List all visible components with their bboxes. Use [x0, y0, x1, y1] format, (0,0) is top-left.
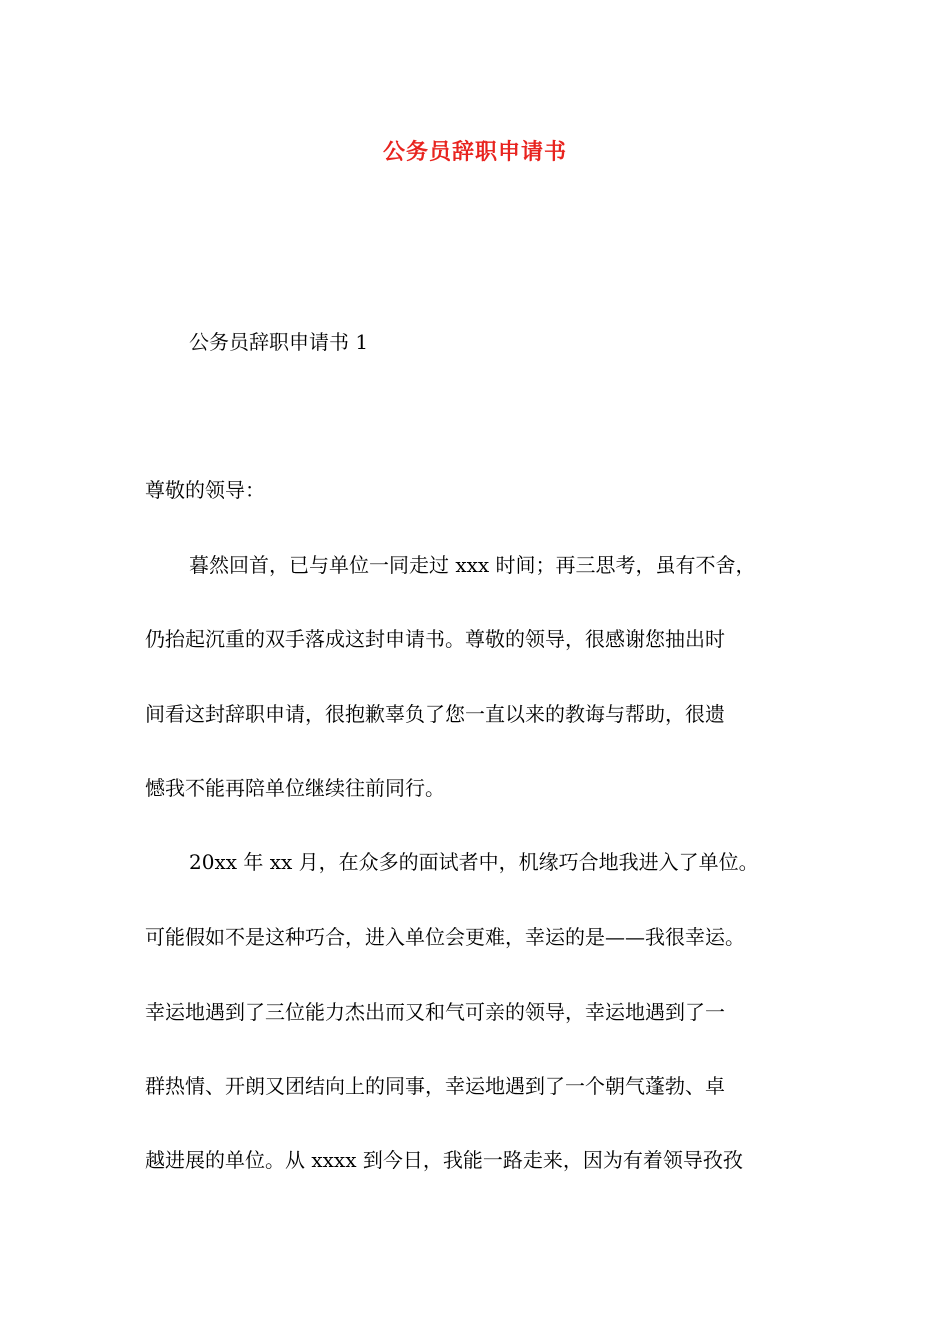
- paragraph-line: 20xx 年 xx 月，在众多的面试者中，机缘巧合地我进入了单位。: [189, 850, 759, 874]
- paragraph-line: 可能假如不是这种巧合，进入单位会更难，幸运的是——我很幸运。: [145, 925, 745, 949]
- paragraph-line: 越进展的单位。从 xxxx 到今日，我能一路走来，因为有着领导孜孜: [145, 1148, 743, 1172]
- document-title: 公务员辞职申请书: [382, 139, 567, 165]
- paragraph-line: 间看这封辞职申请，很抱歉辜负了您一直以来的教诲与帮助，很遗: [145, 702, 725, 726]
- paragraph-line: 仍抬起沉重的双手落成这封申请书。尊敬的领导，很感谢您抽出时: [145, 627, 725, 651]
- section-subtitle: 公务员辞职申请书 1: [189, 330, 369, 354]
- paragraph-line: 幸运地遇到了三位能力杰出而又和气可亲的领导，幸运地遇到了一: [145, 1000, 725, 1024]
- paragraph-line: 憾我不能再陪单位继续往前同行。: [145, 776, 445, 800]
- paragraph-line: 暮然回首，已与单位一同走过 xxx 时间；再三思考，虽有不舍，: [189, 553, 756, 577]
- paragraph-line: 群热情、开朗又团结向上的同事，幸运地遇到了一个朝气蓬勃、卓: [145, 1074, 725, 1098]
- salutation: 尊敬的领导：: [145, 478, 265, 502]
